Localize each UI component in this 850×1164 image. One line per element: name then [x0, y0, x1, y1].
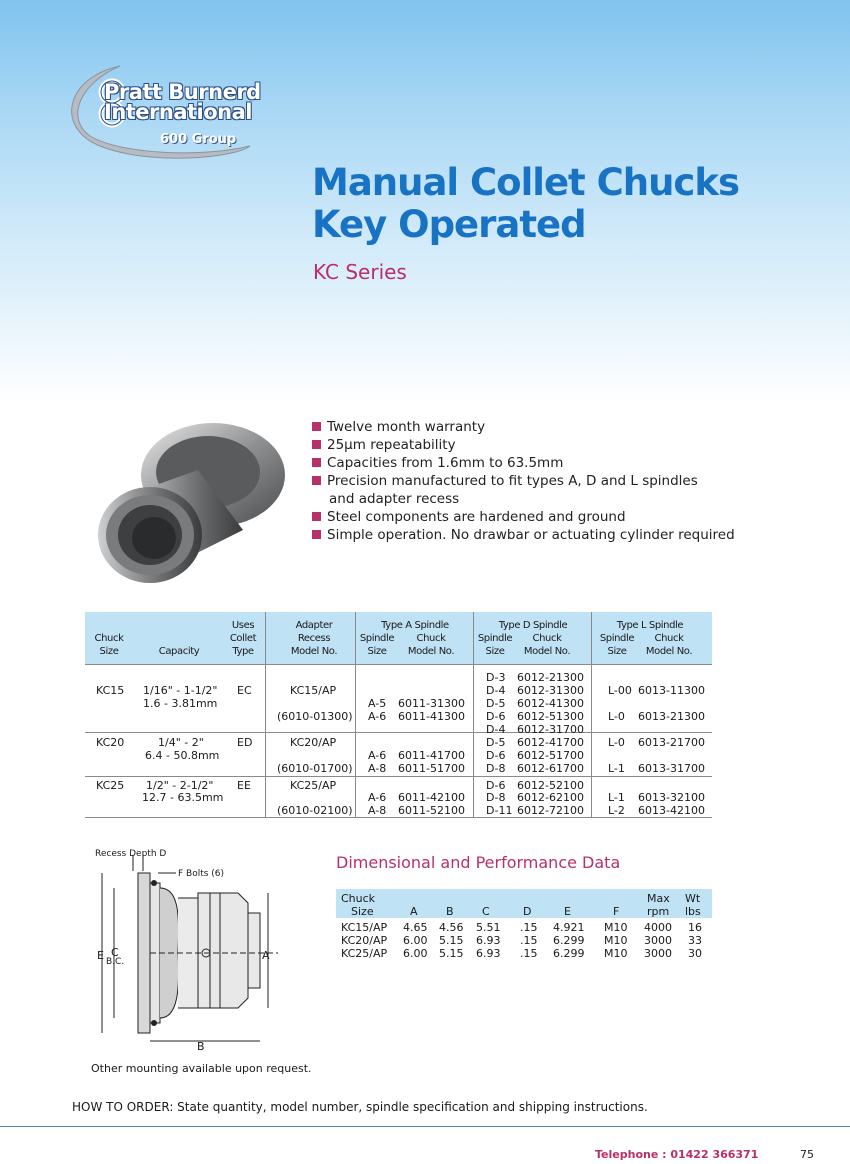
dim-a: 6.00	[403, 934, 428, 947]
dim-d: .15	[520, 921, 538, 934]
model-d: 6012-52100	[517, 779, 584, 792]
feature-item: Precision manufactured to fit types A, D and L spindles	[312, 472, 735, 490]
telephone: Telephone : 01422 366371	[595, 1148, 759, 1161]
adapter-model: (6010-02100)	[277, 804, 353, 817]
spindle-a: A-8	[368, 804, 387, 817]
adapter-recess: KC15/AP	[290, 684, 337, 697]
dim-header-size: Size	[351, 905, 374, 918]
table-rule	[85, 732, 712, 733]
dim-c: 5.51	[476, 921, 501, 934]
model-l: 6013-32100	[638, 791, 705, 804]
model-d: 6012-72100	[517, 804, 584, 817]
page-number: 75	[800, 1148, 814, 1161]
model-d: 6012-41700	[517, 736, 584, 749]
adapter-model: (6010-01700)	[277, 762, 353, 775]
table-divider	[265, 612, 266, 817]
spindle-l: L-0	[608, 736, 625, 749]
spindle-d: D-3	[486, 671, 506, 684]
logo-group: 600 Group	[160, 132, 237, 147]
header-type-a: Type A Spindle	[381, 620, 449, 631]
dim-size: KC25/AP	[341, 947, 388, 960]
model-a: 6011-41700	[398, 749, 465, 762]
table-rule	[85, 776, 712, 777]
collet-chuck-image	[88, 410, 288, 585]
logo-line-1: Pratt Burnerd	[104, 80, 261, 104]
model-d: 6012-31300	[517, 684, 584, 697]
label-a: A	[262, 949, 270, 962]
model-d: 6012-61700	[517, 762, 584, 775]
feature-item: Twelve month warranty	[312, 418, 735, 436]
dim-wt: 16	[688, 921, 702, 934]
model-l: 6013-21700	[638, 736, 705, 749]
header-chuck: Chuck Size	[94, 633, 124, 657]
spindle-a: A-6	[368, 749, 387, 762]
dim-f: M10	[604, 947, 628, 960]
model-l: 6013-31700	[638, 762, 705, 775]
dim-f: M10	[604, 921, 628, 934]
model-a: 6011-41300	[398, 710, 465, 723]
dim-wt: 33	[688, 934, 702, 947]
feature-item: Steel components are hardened and ground	[312, 508, 735, 526]
dim-b: 4.56	[439, 921, 464, 934]
feature-item: Simple operation. No drawbar or actuating cylinder required	[312, 526, 735, 544]
model-a: 6011-51700	[398, 762, 465, 775]
chuck-size: KC25	[96, 779, 125, 792]
label-c: C	[111, 946, 119, 959]
capacity-inch: 1/2" - 2-1/2"	[146, 779, 214, 792]
header-chuck-model-d: Chuck Model No.	[523, 633, 571, 657]
mounting-note: Other mounting available upon request.	[91, 1062, 312, 1075]
capacity-mm: 6.4 - 50.8mm	[145, 749, 220, 762]
model-a: 6011-31300	[398, 697, 465, 710]
f-bolts-label: F Bolts (6)	[178, 869, 225, 879]
dim-a: 4.65	[403, 921, 428, 934]
dim-e: 4.921	[553, 921, 585, 934]
header-spindle-size-l: Spindle Size	[599, 633, 635, 657]
spindle-l: L-1	[608, 762, 625, 775]
dim-header-chuck: Chuck	[341, 892, 376, 905]
collet-type: EE	[237, 779, 251, 792]
dim-d: .15	[520, 947, 538, 960]
spindle-d: D-4	[486, 684, 506, 697]
model-d: 6012-31700	[517, 723, 584, 736]
feature-item-continued: and adapter recess	[329, 491, 460, 507]
spindle-a: A-5	[368, 697, 387, 710]
footer-rule	[0, 1126, 850, 1127]
how-to-order: HOW TO ORDER: State quantity, model number, spindle specification and shipping instructions.	[72, 1100, 648, 1114]
dim-header-a: A	[410, 905, 418, 918]
header-capacity: Capacity	[158, 646, 200, 657]
feature-item: Capacities from 1.6mm to 63.5mm	[312, 454, 735, 472]
dim-header-max: Max	[647, 892, 670, 905]
dim-wt: 30	[688, 947, 702, 960]
dim-e: 6.299	[553, 934, 585, 947]
spindle-l: L-0	[608, 710, 625, 723]
spec-table-header	[85, 612, 712, 664]
dim-c: 6.93	[476, 934, 501, 947]
spindle-d: D-6	[486, 710, 506, 723]
capacity-mm: 1.6 - 3.81mm	[143, 697, 218, 710]
collet-type: ED	[237, 736, 253, 749]
spindle-l: L-00	[608, 684, 632, 697]
dim-header-wt: Wt	[685, 892, 701, 905]
model-l: 6013-21300	[638, 710, 705, 723]
header-spindle-size-a: Spindle Size	[359, 633, 395, 657]
spindle-d: D-4	[486, 723, 506, 736]
recess-depth-text: Recess Depth	[95, 849, 157, 859]
header-adapter: Adapter Recess Model No.	[290, 620, 338, 657]
model-a: 6011-42100	[398, 791, 465, 804]
dim-header-c: C	[482, 905, 490, 918]
dim-header-f: F	[613, 905, 620, 918]
dim-size: KC15/AP	[341, 921, 388, 934]
spindle-a: A-6	[368, 791, 387, 804]
spindle-d: D-8	[486, 791, 506, 804]
dim-rpm: 4000	[644, 921, 672, 934]
title-line-1: Manual Collet Chucks	[312, 161, 739, 204]
chuck-size: KC15	[96, 684, 125, 697]
table-rule	[85, 817, 712, 818]
spindle-d: D-5	[486, 736, 506, 749]
chuck-size: KC20	[96, 736, 125, 749]
page-title	[312, 162, 739, 246]
dim-b: 5.15	[439, 947, 464, 960]
spindle-l: L-1	[608, 791, 625, 804]
header-type-d: Type D Spindle	[498, 620, 568, 631]
model-a: 6011-52100	[398, 804, 465, 817]
model-d: 6012-51700	[517, 749, 584, 762]
dim-header-lbs: lbs	[685, 905, 701, 918]
header-spindle-size-d: Spindle Size	[477, 633, 513, 657]
adapter-recess: KC25/AP	[290, 779, 337, 792]
model-d: 6012-41300	[517, 697, 584, 710]
table-divider	[473, 612, 474, 817]
spindle-d: D-8	[486, 762, 506, 775]
feature-item: 25µm repeatability	[312, 436, 735, 454]
model-d: 6012-51300	[517, 710, 584, 723]
collet-type: EC	[237, 684, 252, 697]
recess-depth-label	[95, 849, 166, 859]
title-line-2: Key Operated	[312, 203, 586, 246]
spindle-d: D-11	[486, 804, 513, 817]
dim-rpm: 3000	[644, 947, 672, 960]
feature-list	[312, 418, 735, 544]
series-subtitle: KC Series	[313, 260, 407, 284]
logo-line-2: International	[104, 100, 253, 124]
spindle-d: D-6	[486, 749, 506, 762]
dim-header-b: B	[446, 905, 454, 918]
capacity-mm: 12.7 - 63.5mm	[142, 791, 224, 804]
dim-size: KC20/AP	[341, 934, 388, 947]
spindle-l: L-2	[608, 804, 625, 817]
dim-e: 6.299	[553, 947, 585, 960]
table-divider	[591, 612, 592, 817]
spindle-d: D-6	[486, 779, 506, 792]
adapter-model: (6010-01300)	[277, 710, 353, 723]
label-e: E	[97, 949, 104, 962]
capacity-inch: 1/16" - 1-1/2"	[143, 684, 218, 697]
model-d: 6012-21300	[517, 671, 584, 684]
model-d: 6012-62100	[517, 791, 584, 804]
label-d: D	[159, 849, 167, 859]
dim-a: 6.00	[403, 947, 428, 960]
dim-header-e: E	[564, 905, 571, 918]
dim-c: 6.93	[476, 947, 501, 960]
label-b: B	[197, 1040, 205, 1053]
dim-rpm: 3000	[644, 934, 672, 947]
dim-b: 5.15	[439, 934, 464, 947]
spindle-a: A-6	[368, 710, 387, 723]
dim-header-rpm: rpm	[647, 905, 670, 918]
spindle-d: D-5	[486, 697, 506, 710]
header-uses: Uses Collet Type	[229, 620, 257, 657]
capacity-inch: 1/4" - 2"	[158, 736, 204, 749]
adapter-recess: KC20/AP	[290, 736, 337, 749]
dim-f: M10	[604, 934, 628, 947]
header-type-l: Type L Spindle	[616, 620, 684, 631]
dim-d: .15	[520, 934, 538, 947]
table-divider	[355, 612, 356, 817]
dim-header-d: D	[523, 905, 532, 918]
header-chuck-model-a: Chuck Model No.	[407, 633, 455, 657]
spindle-a: A-8	[368, 762, 387, 775]
label-bc: B.C.	[106, 957, 125, 967]
model-l: 6013-11300	[638, 684, 705, 697]
table-rule	[85, 664, 712, 665]
dimensional-title: Dimensional and Performance Data	[336, 853, 621, 872]
model-l: 6013-42100	[638, 804, 705, 817]
header-chuck-model-l: Chuck Model No.	[645, 633, 693, 657]
